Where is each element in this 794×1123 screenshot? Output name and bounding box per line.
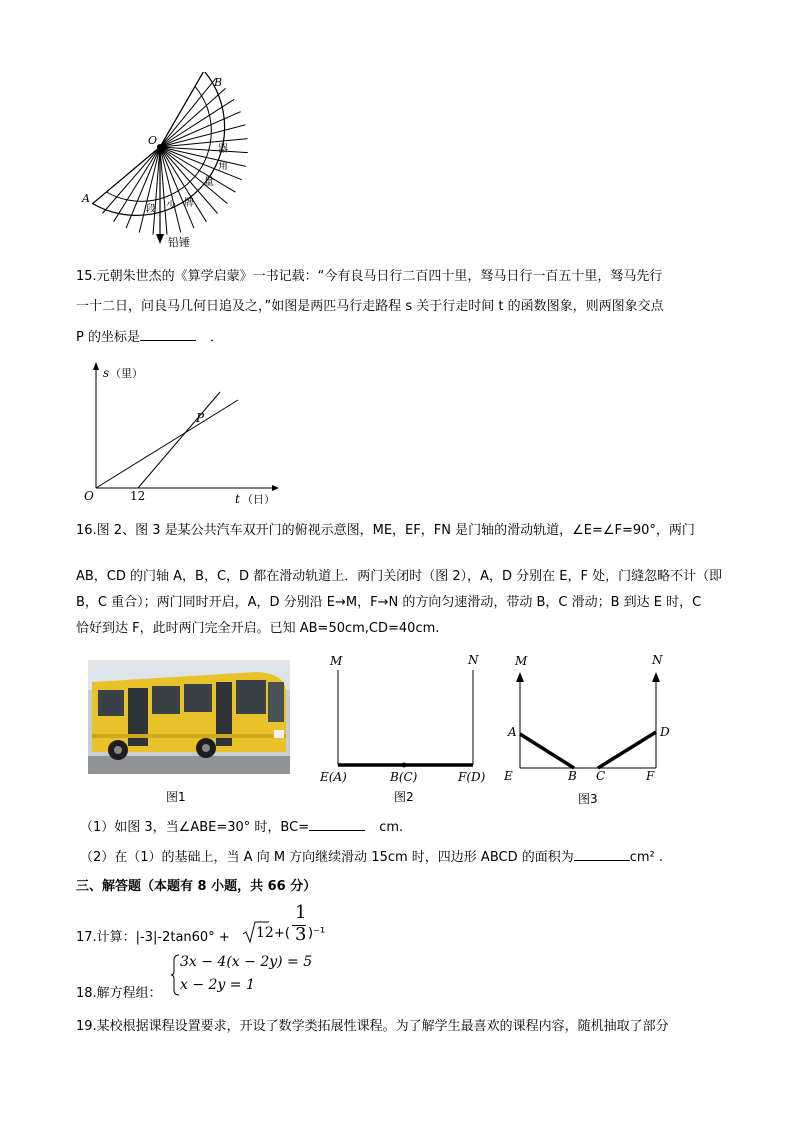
q16-sub-1 [80,818,403,837]
protractor-char-4: 段 [146,204,156,215]
q16-sub-1-text: （1）如图 3，当∠ABE=30° 时，BC= [80,820,310,835]
q17-sqrt-num: 12 [256,925,274,941]
q17-frac-num: 1 [295,902,307,923]
q16-line-1: 16.图 2、图 3 是某公共汽车双开门的俯视示意图，ME，EF，FN 是门轴的滑动轨道，∠E=∠F=90°，两门 [76,523,695,538]
fig1-caption: 图1 [166,790,186,804]
q16-sub-2-unit: cm² . [629,850,664,865]
protractor-label-o: O [148,134,158,147]
graph-point-p: P [196,411,205,425]
fig2-label-m: M [330,654,343,668]
protractor-ray [160,79,216,147]
q16-sub-1-blank[interactable] [309,818,365,831]
q16-line-2: AB，CD 的门轴 A，B，C，D 都在滑动轨道上．两门关闭时（图 2），A，D 分别在 E，F 处，门缝忽略不计（即 [76,569,723,584]
q17-plus-paren: +( [274,926,290,941]
fig3-caption: 图3 [578,792,598,806]
q15-line-1: 15.元朝朱世杰的《算学启蒙》一书记载：“今有良马日行二百四十里，驽马日行一百五十里，驽马先行 [76,269,663,284]
protractor-char-5: 少 [166,201,176,212]
fig3-diagram [500,650,680,790]
fig2-label-ea: E(A) [320,770,347,784]
fig3-label-a: A [508,725,517,739]
fig2-caption: 图2 [394,790,414,804]
fig3-label-d: D [660,725,670,739]
fig3-label-m: M [515,654,528,668]
q15-line-2: 一十二日，问良马几何日追及之，”如图是两匹马行走路程 s 关于行走时间 t 的函数图象，则两图象交点 [76,299,664,314]
protractor-char-2: 角 [218,161,228,172]
q16-sub-1-unit: cm. [375,820,404,835]
q15-graph [80,360,280,510]
fig2-diagram [318,650,498,790]
system-brace [170,954,180,996]
fig3-label-c: C [596,769,606,783]
fig2-label-n: N [468,653,479,667]
q15-period: ． [209,330,223,345]
fig2-label-bc: B(C) [390,770,418,784]
protractor-label-b: B [214,76,223,89]
protractor-ray [160,99,234,147]
fig3-label-b: B [568,769,577,783]
graph-y-unit: （里） [110,367,143,380]
q17-frac-den: 3 [295,924,307,945]
q18 [76,952,376,1001]
q17-suffix: )⁻¹ [308,926,326,941]
graph-x-unit: （日） [242,493,275,506]
q19-line-1: 19.某校根据课程设置要求，开设了数学类拓展性课程。为了解学生最喜欢的课程内容，随机抽取了部分 [76,1019,669,1034]
q16-line-4: 恰好到达 F，此时两门完全开启。已知 AB=50cm,CD=40cm. [76,621,440,636]
graph-y-var: s [103,366,110,380]
protractor-char-3: 量 [204,177,214,188]
protractor-ray [160,139,248,147]
q18-eq-2: x − 2y = 1 [180,977,255,993]
fig3-label-f: F [646,769,655,783]
protractor-figure [80,72,255,257]
q15-prompt: P 的坐标是 [76,330,140,345]
q16-sub-2-text: （2）在（1）的基础上，当 A 向 M 方向继续滑动 15cm 时，四边形 ABCD 的面积为 [80,850,574,865]
q16-sub-2 [80,848,663,867]
section-3-title: 三、解答题（本题有 8 小题，共 66 分） [76,879,317,894]
graph-origin: O [84,489,94,503]
q17-text: 17.计算：|-3|-2tan60° + [76,930,230,945]
q16-line-3: B，C 重合）；两门同时开启，A，D 分别沿 E→M，F→N 的方向匀速滑动，带动 B，C 滑动；B 到达 E 时，C [76,595,702,610]
q16-sub-2-blank[interactable] [574,848,630,861]
q15-line-3 [76,328,223,347]
protractor-label-a: A [82,192,90,205]
plumb-label: 铅锤 [168,236,190,249]
bus-photo [88,660,290,774]
fig2-label-fd: F(D) [458,770,486,784]
q18-eq-1: 3x − 4(x − 2y) = 5 [180,954,313,970]
graph-tick-12: 12 [130,489,146,503]
protractor-char-6: 牌 [184,198,194,209]
q17 [76,902,476,946]
fig3-label-n: N [652,653,663,667]
graph-x-var: t [235,492,240,506]
q18-label: 18.解方程组： [76,986,162,1001]
fig3-label-e: E [504,769,513,783]
protractor-char-1: 器 [218,144,228,155]
q15-answer-blank[interactable] [140,328,196,341]
